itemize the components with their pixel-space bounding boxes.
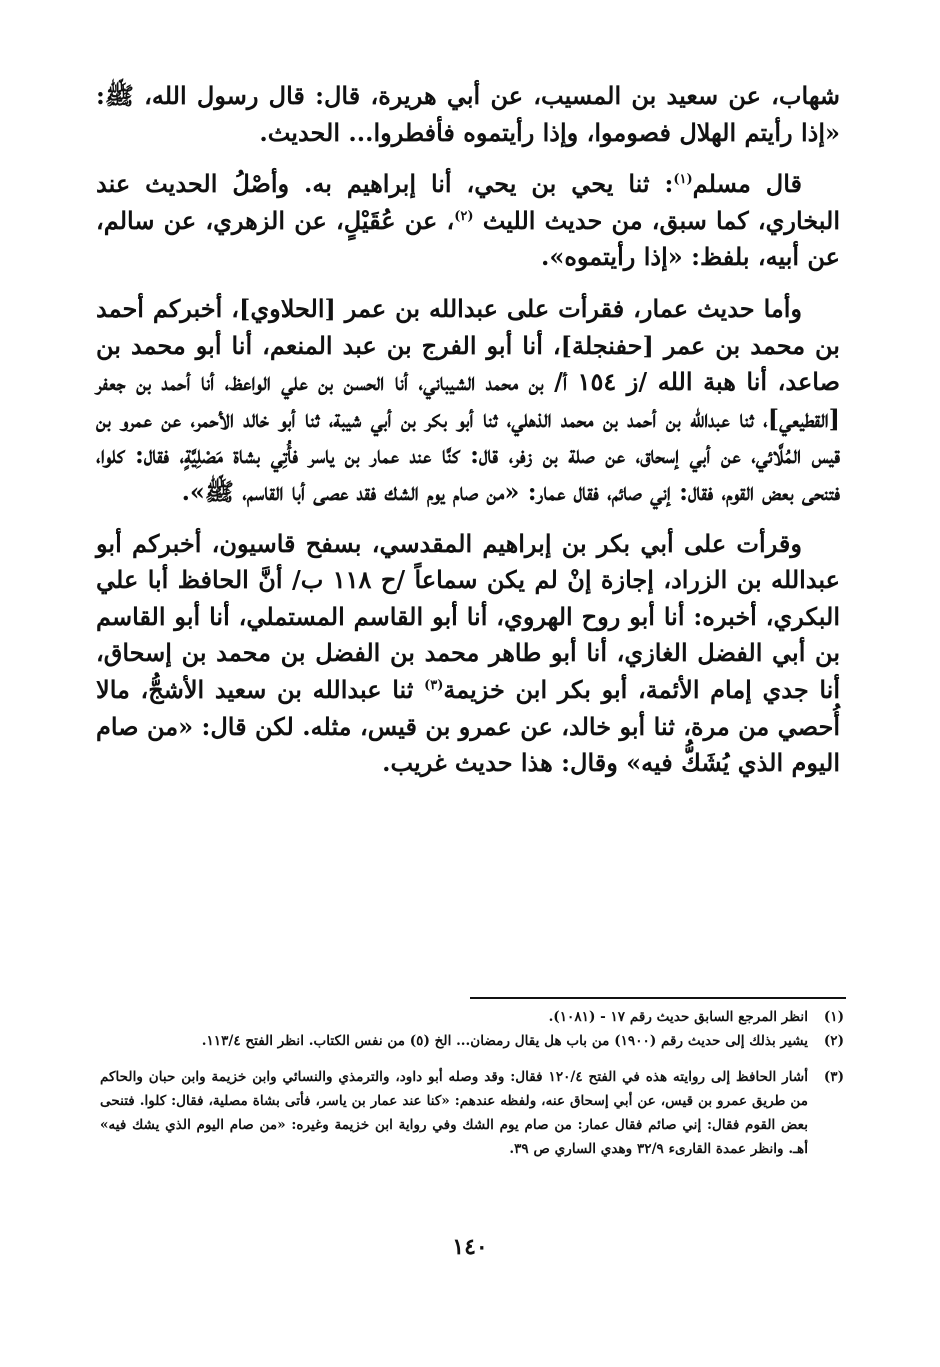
footnote-1	[100, 1005, 844, 1029]
footnote-ref-2: (٢)	[454, 208, 474, 224]
paragraph-4-text-a: وقرأت على أبي بكر بن إبراهيم المقدسي، بسفح قاسيون، أخبركم أبو عبدالله بن الزراد، إجازة إنْ لم يكن سماعاً /ح ١١٨ ب/ أنَّ الحافظ أبا علي البكري، أخبره: أنا أبو روح الهروي، أنا أبو القاسم المستملي، أنا أبو القاسم بن أبي الفضل الغازي، أنا أبو طاهر محمد بن الفضل بن محمد بن إسحاق، أنا جدي إمام الأئمة، أبو بكر ابن خزيمة	[96, 528, 841, 704]
footnote-ref-3: (٣)	[424, 677, 444, 693]
page-number: ١٤٠	[452, 1234, 488, 1260]
footnote-2	[100, 1029, 844, 1053]
paragraph-4-text-b: ثنا عبدالله بن سعيد الأشجُّ، مالا أُحصي من مرة، ثنا أبو خالد، عن عمرو بن قيس، مثله. لكن قال: «من صام اليوم الذي يُشَكُّ فيه» وقال: هذا حديث غريب.	[96, 674, 840, 778]
paragraph-4	[96, 526, 840, 782]
footnote-3	[100, 1065, 844, 1161]
paragraph-2-text-a: قال مسلم	[692, 169, 802, 199]
footnote-text: أشار الحافظ إلى روايته هذه في الفتح ١٢٠/٤ فقال: وقد وصله أبو داود، والترمذي والنسائي وابن خزيمة وابن حبان والحاكم من طريق عمرو بن قيس، عن أبي إسحاق عنه، ولفظه عندهم: «كنا عند عمار بن ياسر، فأتى بشاة مصلية، فقال: كلوا. فتنحى بعض القوم فقال: إني صائم فقال عمار: من صام يوم الشك وفي رواية ابن خزيمة وغيره: «من صام اليوم الذي يشك فيه» أهـ. وانظر عمدة القارىء ٣٢/٩ وهدي الساري ص ٣٩.	[100, 1069, 808, 1157]
footnote-text: انظر المرجع السابق حديث رقم ١٧ - (١٠٨١).	[548, 1009, 808, 1025]
footnote-ref-1: (١)	[673, 172, 693, 188]
footnote-text: يشير بذلك إلى حديث رقم (١٩٠٠) من باب هل يقال رمضان... الخ (٥) من نفس الكتاب. انظر الفتح ١١٣/٤.	[201, 1033, 808, 1049]
paragraph-3	[96, 291, 840, 511]
footnote-number: (٣)	[823, 1069, 844, 1085]
paragraph-1	[96, 78, 840, 151]
paragraph-2	[96, 166, 840, 276]
main-text	[96, 78, 840, 797]
footnotes	[100, 1005, 844, 1161]
footnote-number: (٢)	[823, 1033, 844, 1049]
footnote-divider	[470, 997, 846, 999]
paragraph-2-text-b: : ثنا يحي بن يحي، أنا إبراهيم به. وأصْلُ الحديث عند البخاري، كما سبق، من حديث الليث	[96, 169, 840, 235]
paragraph-3-text: وأما حديث عمار، فقرأت على عبدالله بن عمر [الحلاوي]، أخبركم أحمد بن محمد بن عمر [حفنجلة]، أنا أبو الفرج بن عبد المنعم، أنا أبو محمد بن صاعد، أنا هبة الله /ز ١٥٤ أ/ بن محمد الشيباني، أنا الحسن بن علي الواعظ، أنا أحمد بن جعفر [القطيعي]، ثنا عبدالله بن أحمد بن محمد الذهلي، ثنا أبو بكر بن أبي شيبة، ثنا أبو خالد الأحمر، عن عمرو بن قيس المُلَّائي، عن أبي إسحاق، عن صلة بن زفر، قال: كنَّا عند عمار بن ياسر فأُتِي بشاة مَصْلِيَّةٍ، فقال: كلوا، فتنحى بعض القوم، فقال: إني صائم، فقال عمار: «من صام يوم الشك فقد عصى أبا القاسم، ﷺ».	[96, 293, 840, 506]
paragraph-1-text: شهاب، عن سعيد بن المسيب، عن أبي هريرة، قال: قال رسول الله، ﷺ: «إذا رأيتم الهلال فصوموا، وإذا رأيتموه فأفطروا... الحديث.	[96, 81, 840, 147]
paragraph-2-text-c: ، عن عُقَيْلٍ، عن الزهري، عن سالم، عن أبيه، بلفظ: «إذا رأيتموه».	[96, 205, 840, 272]
footnote-number: (١)	[823, 1009, 844, 1025]
